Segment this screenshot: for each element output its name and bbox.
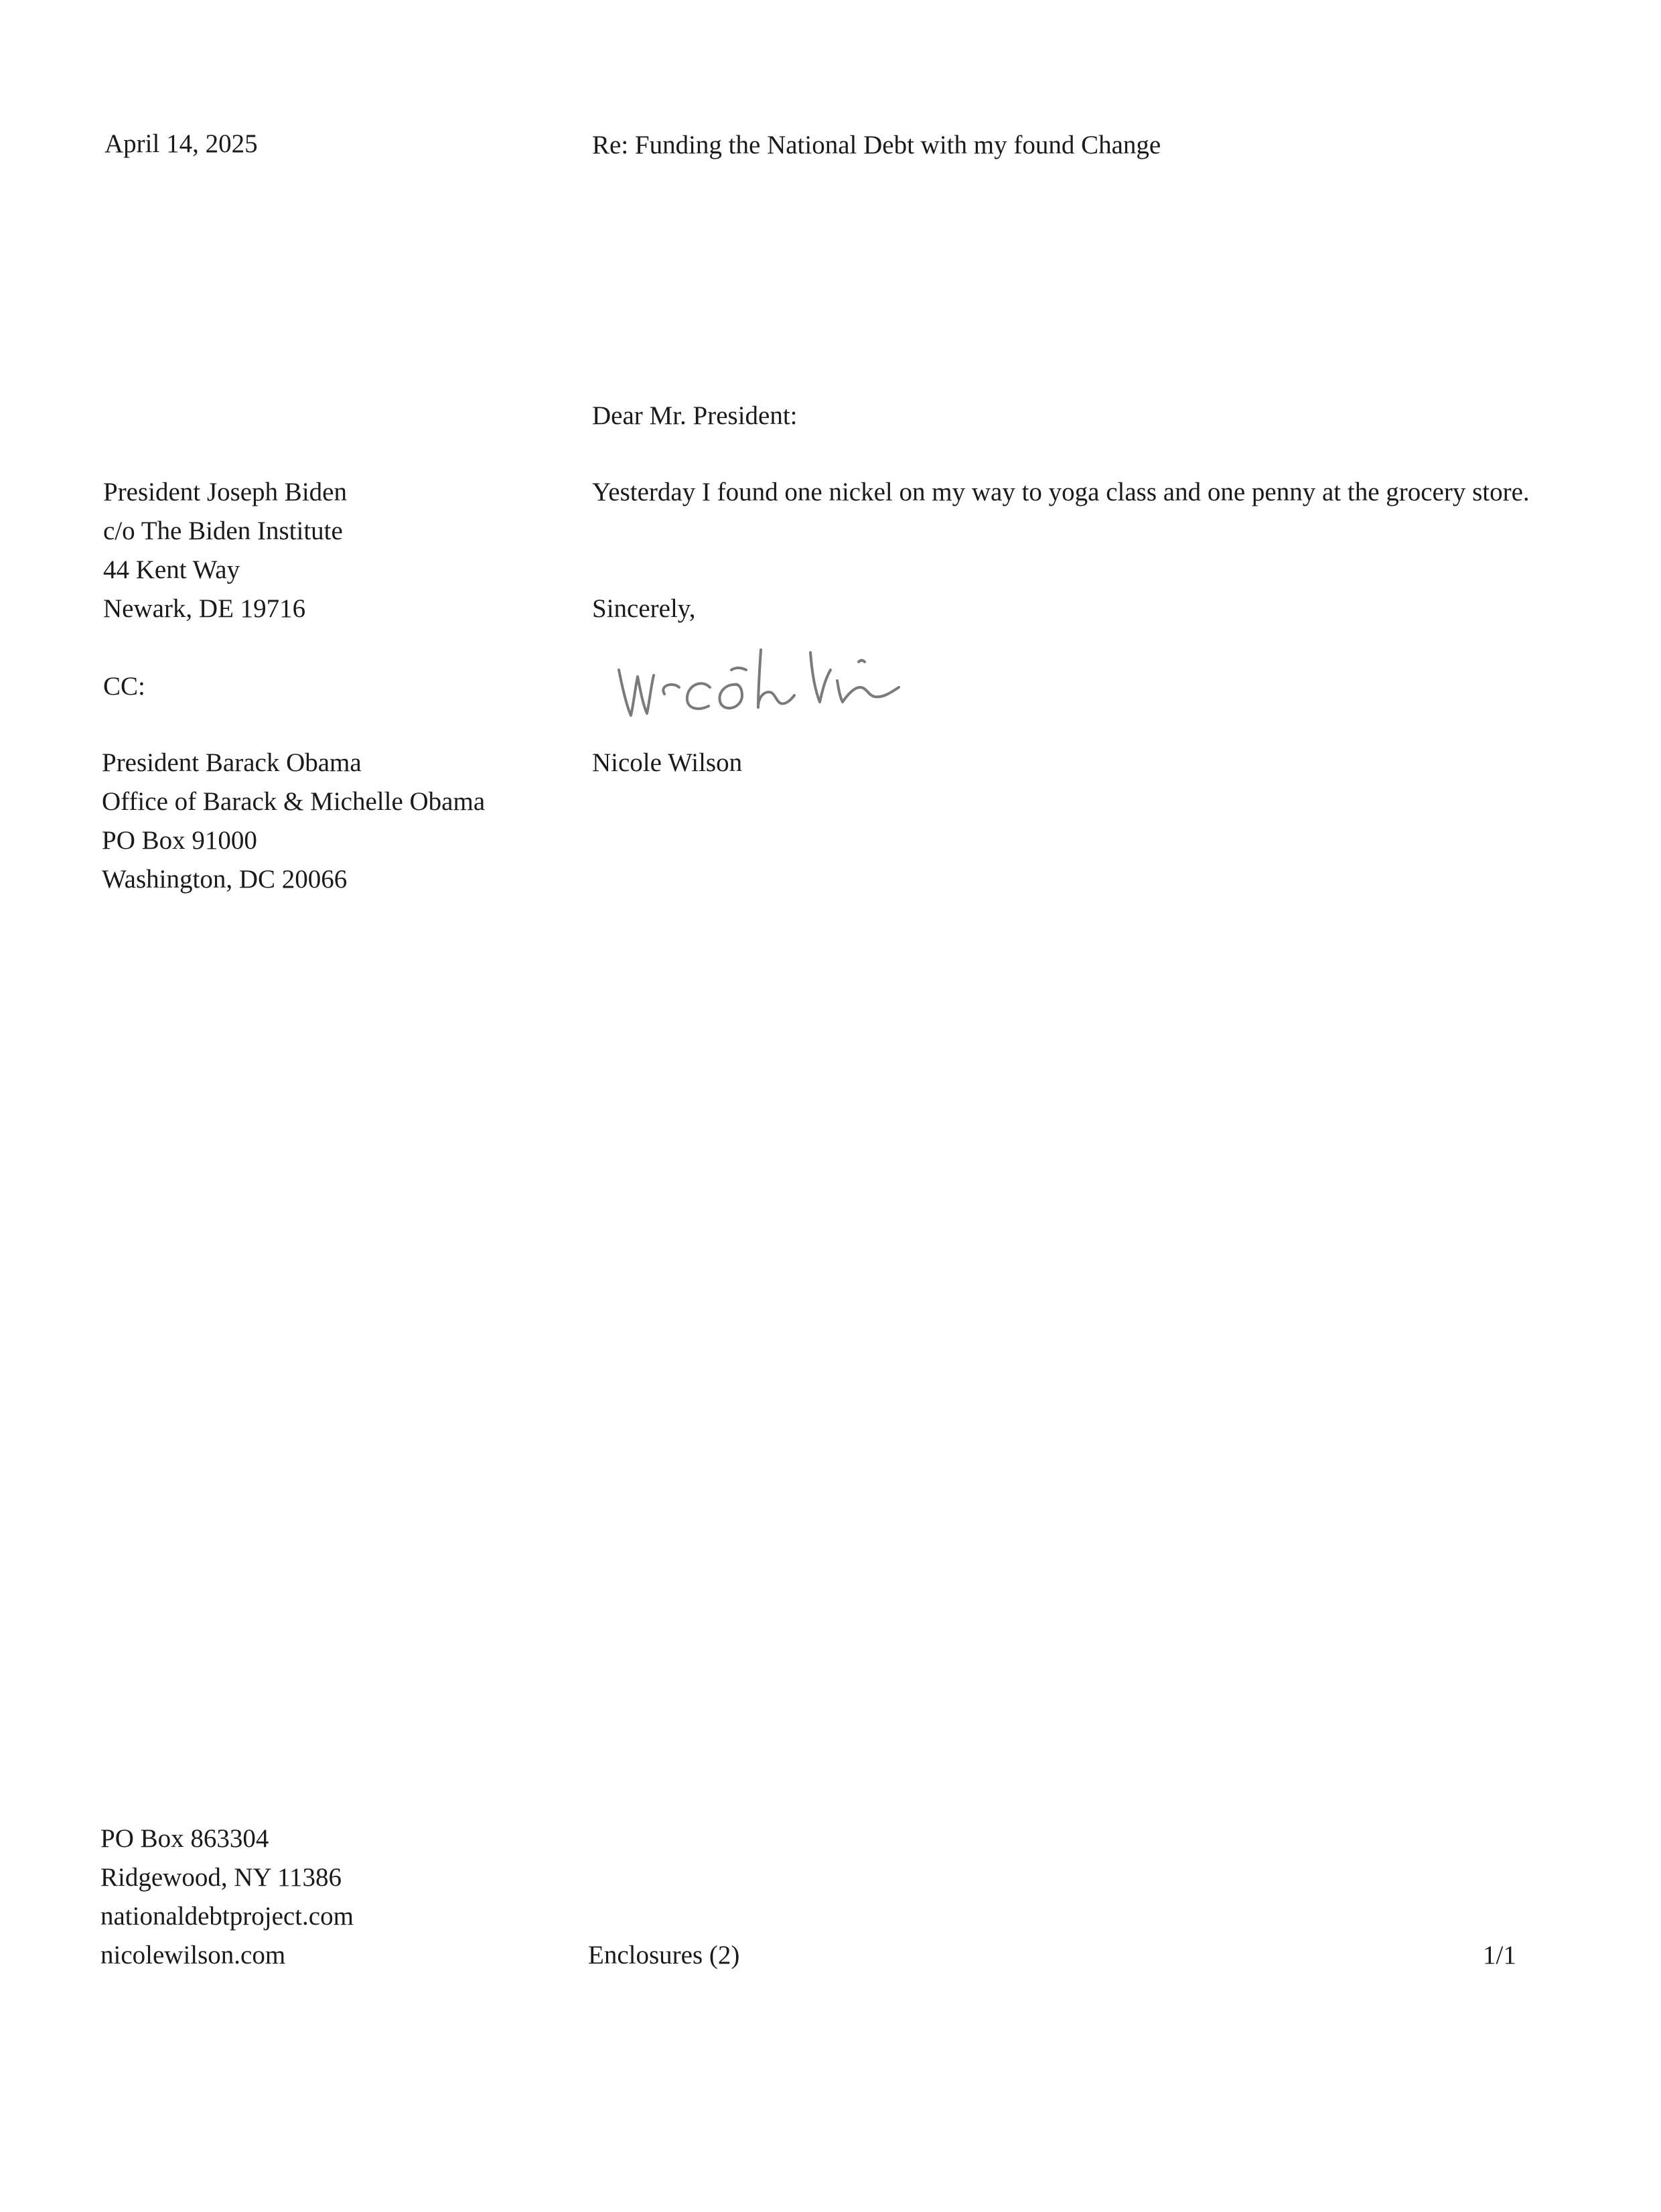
sender-city: Ridgewood, NY 11386 xyxy=(100,1863,342,1892)
signer-name: Nicole Wilson xyxy=(592,748,743,777)
cc-recipient-name: President Barack Obama xyxy=(102,748,362,777)
recipient-street: 44 Kent Way xyxy=(103,555,240,584)
sender-website-personal: nicolewilson.com xyxy=(100,1941,286,1969)
recipient-name: President Joseph Biden xyxy=(103,478,347,506)
sender-po-box: PO Box 863304 xyxy=(100,1824,269,1853)
enclosures-note: Enclosures (2) xyxy=(588,1941,740,1969)
sender-address xyxy=(100,1819,354,1975)
recipient-city: Newark, DE 19716 xyxy=(103,594,306,623)
recipient-address xyxy=(103,473,347,628)
letter-date: April 14, 2025 xyxy=(104,129,258,158)
letter-subject: Re: Funding the National Debt with my found Change xyxy=(592,131,1161,159)
letter-body: Yesterday I found one nickel on my way to yoga class and one penny at the grocery store. xyxy=(592,478,1530,506)
cc-recipient-city: Washington, DC 20066 xyxy=(102,865,348,894)
cc-recipient-po-box: PO Box 91000 xyxy=(102,826,257,855)
cc-recipient-address xyxy=(102,744,485,899)
closing: Sincerely, xyxy=(592,594,696,623)
cc-label: CC: xyxy=(103,672,145,701)
signature-image xyxy=(609,623,924,737)
salutation: Dear Mr. President: xyxy=(592,401,798,430)
cc-recipient-office: Office of Barack & Michelle Obama xyxy=(102,787,486,816)
sender-website-project: nationaldebtproject.com xyxy=(100,1902,354,1931)
recipient-organization: c/o The Biden Institute xyxy=(103,516,343,545)
page-number: 1/1 xyxy=(1483,1941,1516,1969)
